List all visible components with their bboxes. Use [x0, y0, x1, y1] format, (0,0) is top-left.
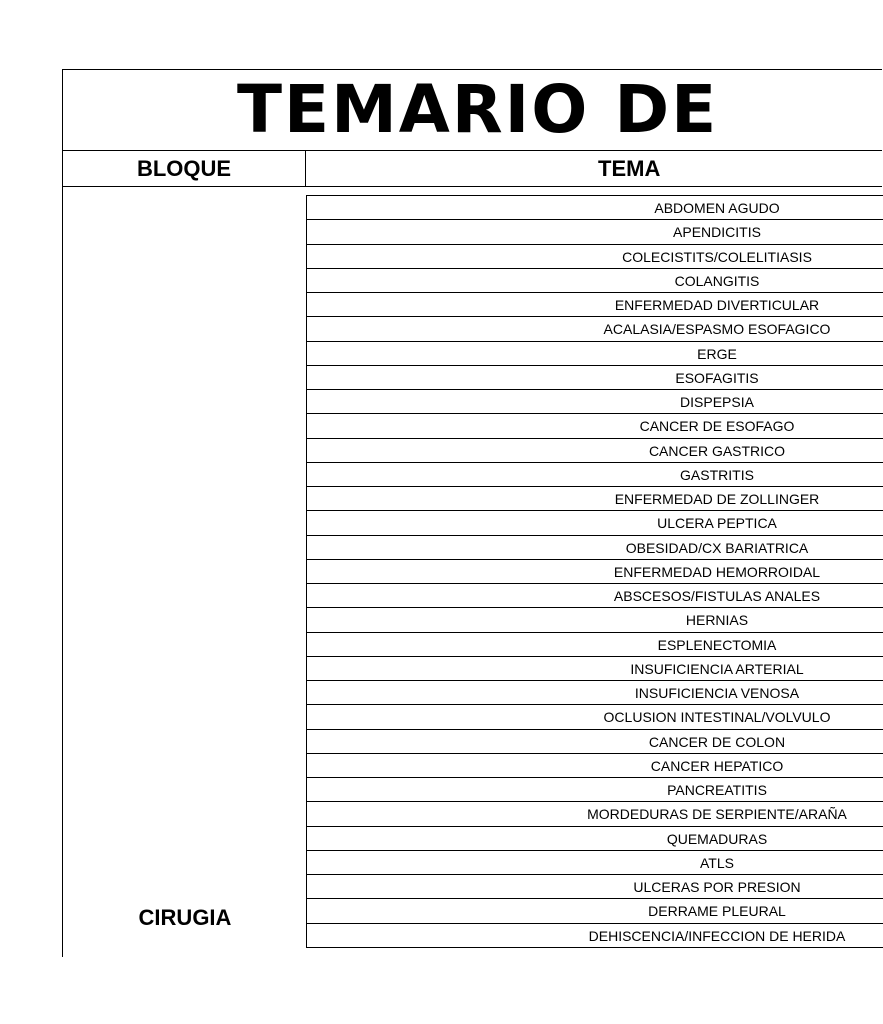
tema-row	[307, 827, 883, 851]
tema-row	[307, 705, 883, 729]
tema-row	[307, 245, 883, 269]
tema-row	[307, 390, 883, 414]
tema-row	[307, 778, 883, 802]
tema-cell: PANCREATITIS	[667, 782, 767, 798]
tema-cell: ENFERMEDAD DIVERTICULAR	[614, 297, 820, 313]
tema-row	[307, 366, 883, 390]
tema-row	[307, 439, 883, 463]
tema-cell: ENFERMEDAD HEMORROIDAL	[613, 563, 821, 580]
tema-cell: GASTRITIS	[680, 466, 754, 483]
tema-row	[307, 196, 883, 220]
tema-cell: DERRAME PLEURAL	[648, 903, 786, 920]
header-row	[62, 151, 882, 187]
tema-row	[307, 802, 883, 826]
tema-row	[307, 342, 883, 366]
tema-row	[307, 511, 883, 535]
tema-cell: APENDICITIS	[673, 224, 761, 241]
tema-row	[307, 317, 883, 341]
tema-row	[307, 657, 883, 681]
tema-cell: ULCERA PEPTICA	[657, 515, 777, 532]
tema-cell: MORDEDURAS DE SERPIENTE/ARAÑA	[587, 806, 847, 823]
tema-cell: ESOFAGITIS	[675, 369, 759, 386]
tema-cell: ACALASIA/ESPASMO ESOFAGICO	[603, 321, 831, 338]
title-row	[62, 69, 882, 151]
tema-cell: DEHISCENCIA/INFECCION DE HERIDA	[588, 927, 846, 944]
tema-cell: QUEMADURAS	[666, 830, 768, 847]
tema-cell: ERGE	[697, 345, 737, 362]
page-title: TEMARIO DE	[237, 71, 719, 148]
tema-row	[307, 875, 883, 899]
tema-row	[307, 536, 883, 560]
tema-cell: CANCER GASTRICO	[648, 442, 786, 459]
tema-row	[307, 754, 883, 778]
tema-row	[307, 269, 883, 293]
tema-cell: ESPLENECTOMIA	[657, 636, 777, 653]
tema-row	[307, 220, 883, 244]
tema-cell: OCLUSION INTESTINAL/VOLVULO	[603, 709, 831, 726]
tema-cell: ABSCESOS/FISTULAS ANALES	[613, 588, 821, 604]
tema-row	[307, 463, 883, 487]
tema-cell: DISPEPSIA	[680, 394, 754, 410]
tema-cell: ABDOMEN AGUDO	[654, 200, 780, 216]
tema-row	[307, 924, 883, 948]
tema-cell: HERNIAS	[685, 612, 749, 629]
bloque-column	[62, 187, 306, 957]
tema-row	[307, 414, 883, 438]
tema-cell: ENFERMEDAD DE ZOLLINGER	[614, 491, 820, 507]
tema-row	[307, 899, 883, 923]
tema-cell: INSUFICIENCIA VENOSA	[634, 685, 800, 701]
tema-cell: COLANGITIS	[674, 272, 760, 289]
tema-row	[307, 293, 883, 317]
tema-cell: CANCER DE ESOFAGO	[639, 418, 795, 435]
tema-cell: ATLS	[700, 854, 734, 871]
tema-cell: COLECISTITS/COLELITIASIS	[622, 248, 812, 265]
tema-row	[307, 633, 883, 657]
temas-list	[306, 195, 883, 948]
header-bloque: BLOQUE	[62, 151, 306, 186]
tema-row	[307, 487, 883, 511]
tema-row	[307, 681, 883, 705]
tema-cell: OBESIDAD/CX BARIATRICA	[625, 539, 809, 556]
bloque-cirugia: CIRUGIA	[138, 905, 232, 930]
header-tema: TEMA	[598, 156, 661, 181]
tema-row	[307, 608, 883, 632]
tema-row	[307, 560, 883, 584]
tema-row	[307, 851, 883, 875]
tema-cell: INSUFICIENCIA ARTERIAL	[630, 660, 804, 677]
tema-cell: ULCERAS POR PRESION	[633, 879, 801, 895]
tema-row	[307, 730, 883, 754]
tema-row	[307, 584, 883, 608]
tema-cell: CANCER DE COLON	[648, 733, 786, 750]
tema-cell: CANCER HEPATICO	[650, 757, 784, 774]
